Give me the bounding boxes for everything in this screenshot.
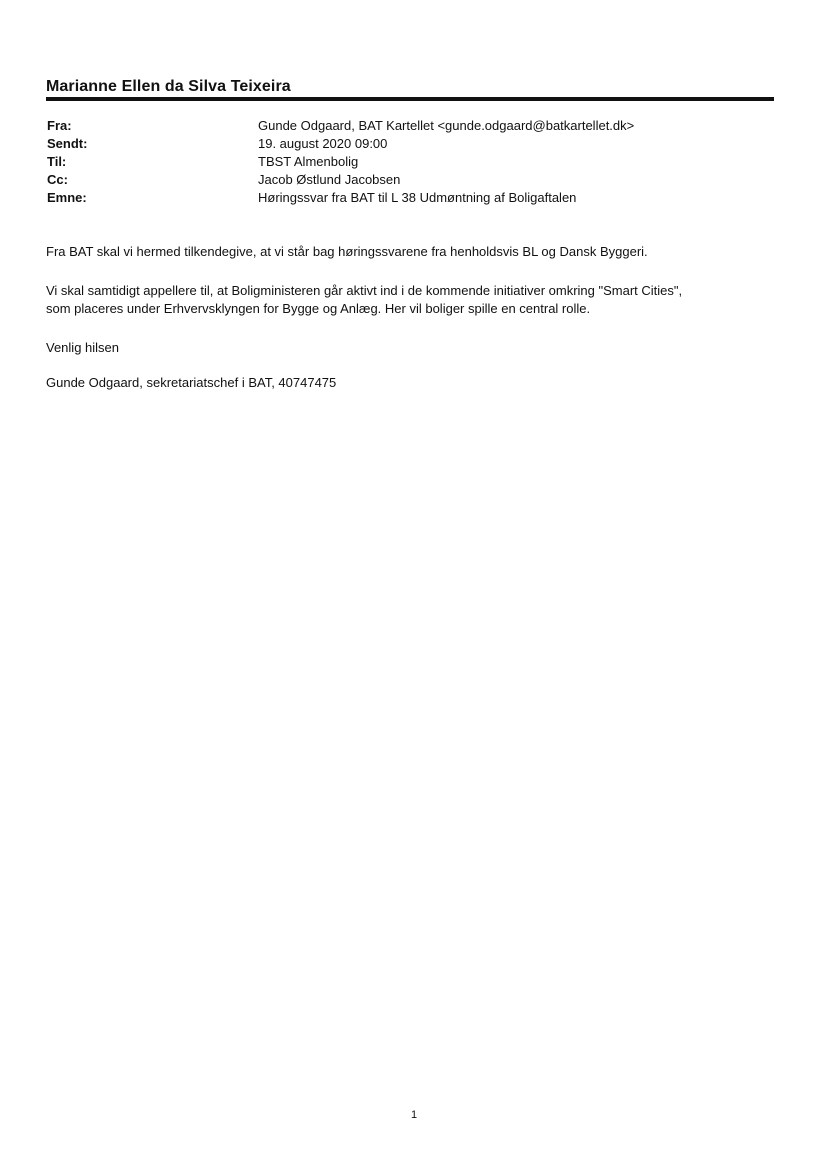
page-number: 1	[410, 1109, 418, 1121]
cc-label: Cc:	[47, 171, 68, 187]
body-paragraph-2-line-1: Vi skal samtidigt appellere til, at Boligministeren går aktivt ind i de kommende initiativer omkring "Smart Cities",	[46, 283, 683, 298]
subject-label: Emne:	[47, 189, 87, 205]
cc-value: Jacob Østlund Jacobsen	[258, 171, 401, 187]
sent-value: 19. august 2020 09:00	[258, 135, 388, 151]
greeting: Venlig hilsen	[46, 340, 119, 355]
email-greeting-block	[46, 339, 786, 357]
body-paragraph-1: Fra BAT skal vi hermed tilkendegive, at vi står bag høringssvarene fra henholdsvis BL og Dansk Byggeri.	[46, 244, 648, 259]
email-header-table	[47, 116, 767, 206]
mailbox-owner-name: Marianne Ellen da Silva Teixeira	[46, 78, 291, 95]
email-body-paragraph	[46, 282, 786, 318]
header-divider	[46, 97, 774, 101]
header-row-from	[47, 116, 767, 134]
from-label: Fra:	[47, 117, 72, 133]
to-label: Til:	[47, 153, 67, 169]
body-paragraph-2-line-2: som placeres under Erhvervsklyngen for Bygge og Anlæg. Her vil boliger spille en central rolle.	[46, 301, 591, 316]
header-row-sent	[47, 134, 767, 152]
header-row-subject	[47, 188, 767, 206]
header-row-to	[47, 152, 767, 170]
email-body-paragraph	[46, 243, 786, 261]
sent-label: Sendt:	[47, 135, 88, 151]
signature: Gunde Odgaard, sekretariatschef i BAT, 40747475	[46, 375, 337, 390]
from-value: Gunde Odgaard, BAT Kartellet <gunde.odgaard@batkartellet.dk>	[258, 117, 635, 133]
subject-value: Høringssvar fra BAT til L 38 Udmøntning af Boligaftalen	[258, 189, 577, 205]
to-value: TBST Almenbolig	[258, 153, 359, 169]
email-signature-block	[46, 374, 786, 392]
header-row-cc	[47, 170, 767, 188]
